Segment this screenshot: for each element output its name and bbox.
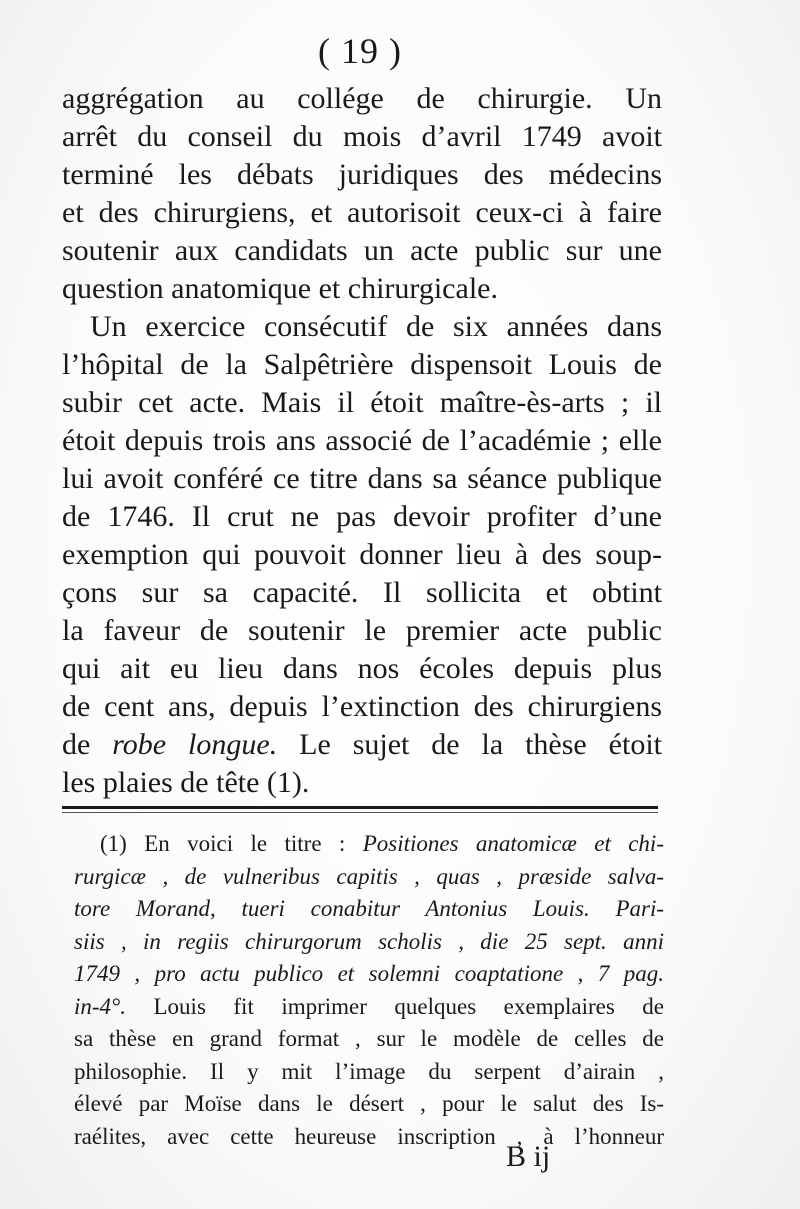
italic-text: in-4°. — [74, 993, 126, 1019]
text-line: et des chirurgiens, et autorisoit ceux-ci à faire — [62, 196, 662, 229]
text-fragment: Le sujet de la thèse étoit — [277, 728, 662, 761]
footnote-line — [74, 991, 664, 1024]
text-line: qui ait eu lieu dans nos écoles depuis plus — [62, 652, 662, 685]
text-line: lui avoit conféré ce titre dans sa séance publique — [62, 462, 662, 495]
text-line: exemption qui pouvoit donner lieu à des soup- — [62, 538, 662, 571]
footnote-separator-thin — [62, 812, 658, 813]
footnote-separator — [62, 806, 658, 809]
text-line: soutenir aux candidats un acte public sur une — [62, 234, 662, 267]
footnote-line — [74, 958, 664, 991]
text-line: l’hôpital de la Salpêtrière dispensoit Louis de — [62, 348, 662, 381]
text-line: de cent ans, depuis l’extinction des chirurgiens — [62, 690, 662, 723]
text-fragment: (1) En voici le titre : — [100, 831, 363, 856]
footnote-line — [74, 828, 664, 861]
main-text — [62, 80, 662, 802]
italic-text: robe longue. — [112, 728, 278, 761]
signature-mark: B ij — [506, 1140, 551, 1173]
footnote-line: élevé par Moïse dans le désert , pour le salut des Is- — [74, 1091, 664, 1116]
text-line: Un exercice consécutif de six années dans — [90, 310, 662, 343]
text-line: question anatomique et chirurgicale. — [62, 272, 498, 305]
footnote-line — [74, 926, 664, 959]
footnote-line: raélites, avec cette heureuse inscription , à l’honneur — [74, 1123, 664, 1149]
text-fragment: Louis fit imprimer quelques exemplaires de — [126, 993, 664, 1019]
text-line: subir cet acte. Mais il étoit maître-ès-arts ; il — [62, 386, 662, 419]
text-line: aggrégation au collége de chirurgie. Un — [62, 82, 662, 115]
text-line: terminé les débats juridiques des médecins — [62, 158, 662, 191]
text-line: çons sur sa capacité. Il sollicita et obtint — [62, 576, 662, 609]
italic-text: rurgicæ , de vulneribus capitis , quas , præside salva- — [74, 863, 664, 889]
italic-text: Positiones anatomicæ et chi- — [362, 831, 664, 856]
italic-text: siis , in regiis chirurgorum scholis , die 25 sept. anni — [74, 928, 664, 954]
text-fragment: de — [62, 728, 113, 761]
footnote — [74, 828, 664, 1153]
footnote-line — [74, 861, 664, 894]
text-line: de 1746. Il crut ne pas devoir profiter d’une — [62, 500, 662, 533]
text-line: les plaies de tête (1). — [62, 766, 310, 799]
footnote-line: philosophie. Il y mit l’image du serpent d’airain , — [74, 1058, 664, 1084]
italic-text: tore Morand, tueri conabitur Antonius Louis. Pari- — [74, 896, 664, 921]
text-line: arrêt du conseil du mois d’avril 1749 avoit — [62, 120, 662, 153]
italic-text: 1749 , pro actu publico et solemni coaptatione , 7 pag. — [74, 961, 664, 986]
page-number: ( 19 ) — [318, 31, 402, 71]
footnote-line: sa thèse en grand format , sur le modèle de celles de — [74, 1026, 664, 1051]
footnote-line — [74, 893, 664, 926]
text-line: étoit depuis trois ans associé de l’académie ; elle — [62, 424, 662, 457]
text-line — [62, 726, 662, 764]
text-line: la faveur de soutenir le premier acte public — [62, 614, 662, 647]
